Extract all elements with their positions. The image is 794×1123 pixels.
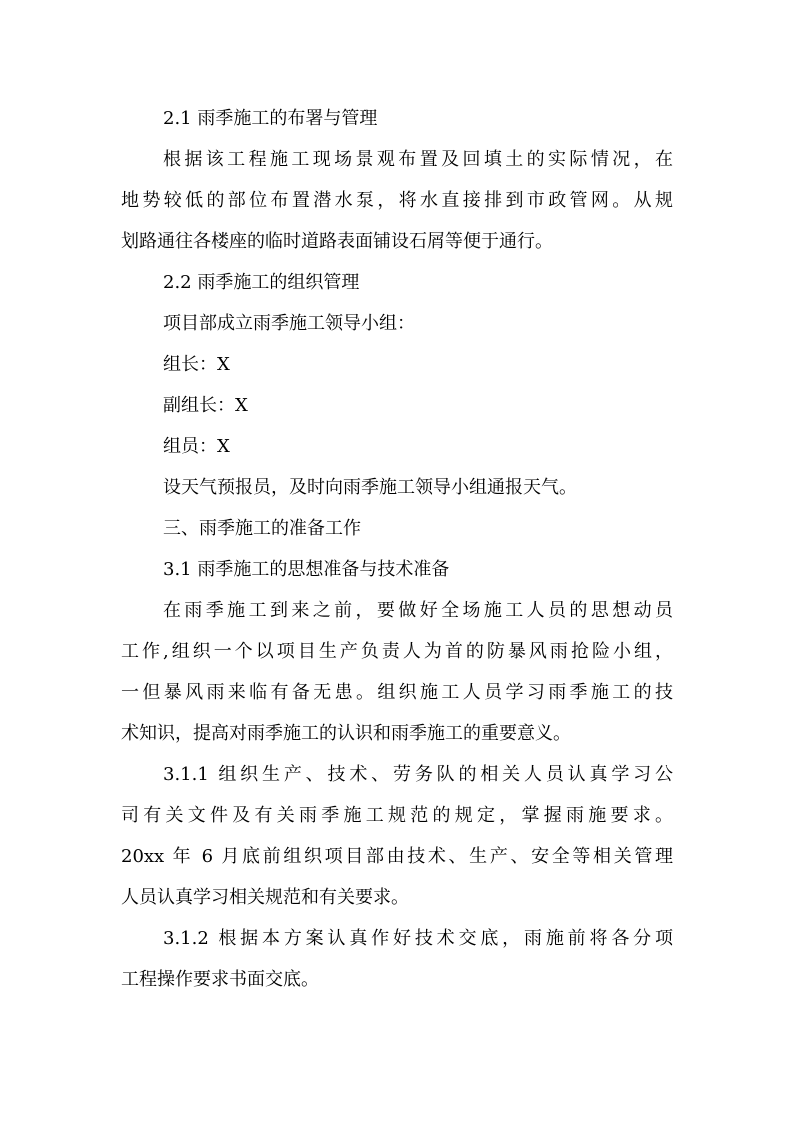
- text-line: 20xx 年 6 月底前组织项目部由技术、生产、安全等相关管理: [121, 846, 673, 867]
- heading-line: 三、雨季施工的准备工作: [163, 518, 361, 539]
- text-line: 术知识，提高对雨季施工的认识和雨季施工的重要意义。: [121, 723, 571, 744]
- document-body: [121, 98, 673, 1000]
- section-heading-2-1: [121, 98, 673, 139]
- paragraph-3-1-1: [121, 754, 673, 918]
- paragraph-leadership-group: [121, 303, 673, 344]
- text-line: 组员：X: [163, 436, 230, 457]
- paragraph-3-1-2: [121, 918, 673, 1000]
- heading-line: 2.1 雨季施工的布署与管理: [163, 108, 378, 129]
- text-line: 工程操作要求书面交底。: [121, 969, 319, 990]
- text-line: 一但暴风雨来临有备无患。组织施工人员学习雨季施工的技: [121, 682, 673, 703]
- text-line: 组长：X: [163, 354, 230, 375]
- paragraph-site-drainage: [121, 139, 673, 262]
- paragraph-group-leader: [121, 344, 673, 385]
- paragraph-mobilization: [121, 590, 673, 754]
- paragraph-deputy-leader: [121, 385, 673, 426]
- text-line: 在雨季施工到来之前，要做好全场施工人员的思想动员: [163, 600, 673, 621]
- paragraph-group-members: [121, 426, 673, 467]
- heading-line: 3.1 雨季施工的思想准备与技术准备: [163, 559, 450, 580]
- section-heading-3-1: [121, 549, 673, 590]
- text-line: 人员认真学习相关规范和有关要求。: [121, 887, 409, 908]
- section-heading-3: [121, 508, 673, 549]
- text-line: 根据该工程施工现场景观布置及回填土的实际情况，在: [163, 149, 673, 170]
- paragraph-weather-reporter: [121, 467, 673, 508]
- text-line: 项目部成立雨季施工领导小组：: [163, 313, 415, 334]
- section-heading-2-2: [121, 262, 673, 303]
- text-line: 副组长：X: [163, 395, 248, 416]
- text-line: 3.1.2 根据本方案认真作好技术交底，雨施前将各分项: [163, 928, 673, 949]
- text-line: 地势较低的部位布置潜水泵，将水直接排到市政管网。从规: [121, 190, 673, 211]
- heading-line: 2.2 雨季施工的组织管理: [163, 272, 360, 293]
- text-line: 工作,组织一个以项目生产负责人为首的防暴风雨抢险小组，: [121, 641, 673, 662]
- text-line: 3.1.1 组织生产、技术、劳务队的相关人员认真学习公: [163, 764, 673, 785]
- text-line: 划路通往各楼座的临时道路表面铺设石屑等便于通行。: [121, 231, 553, 252]
- text-line: 设天气预报员，及时向雨季施工领导小组通报天气。: [163, 477, 577, 498]
- text-line: 司有关文件及有关雨季施工规范的规定，掌握雨施要求。: [121, 805, 673, 826]
